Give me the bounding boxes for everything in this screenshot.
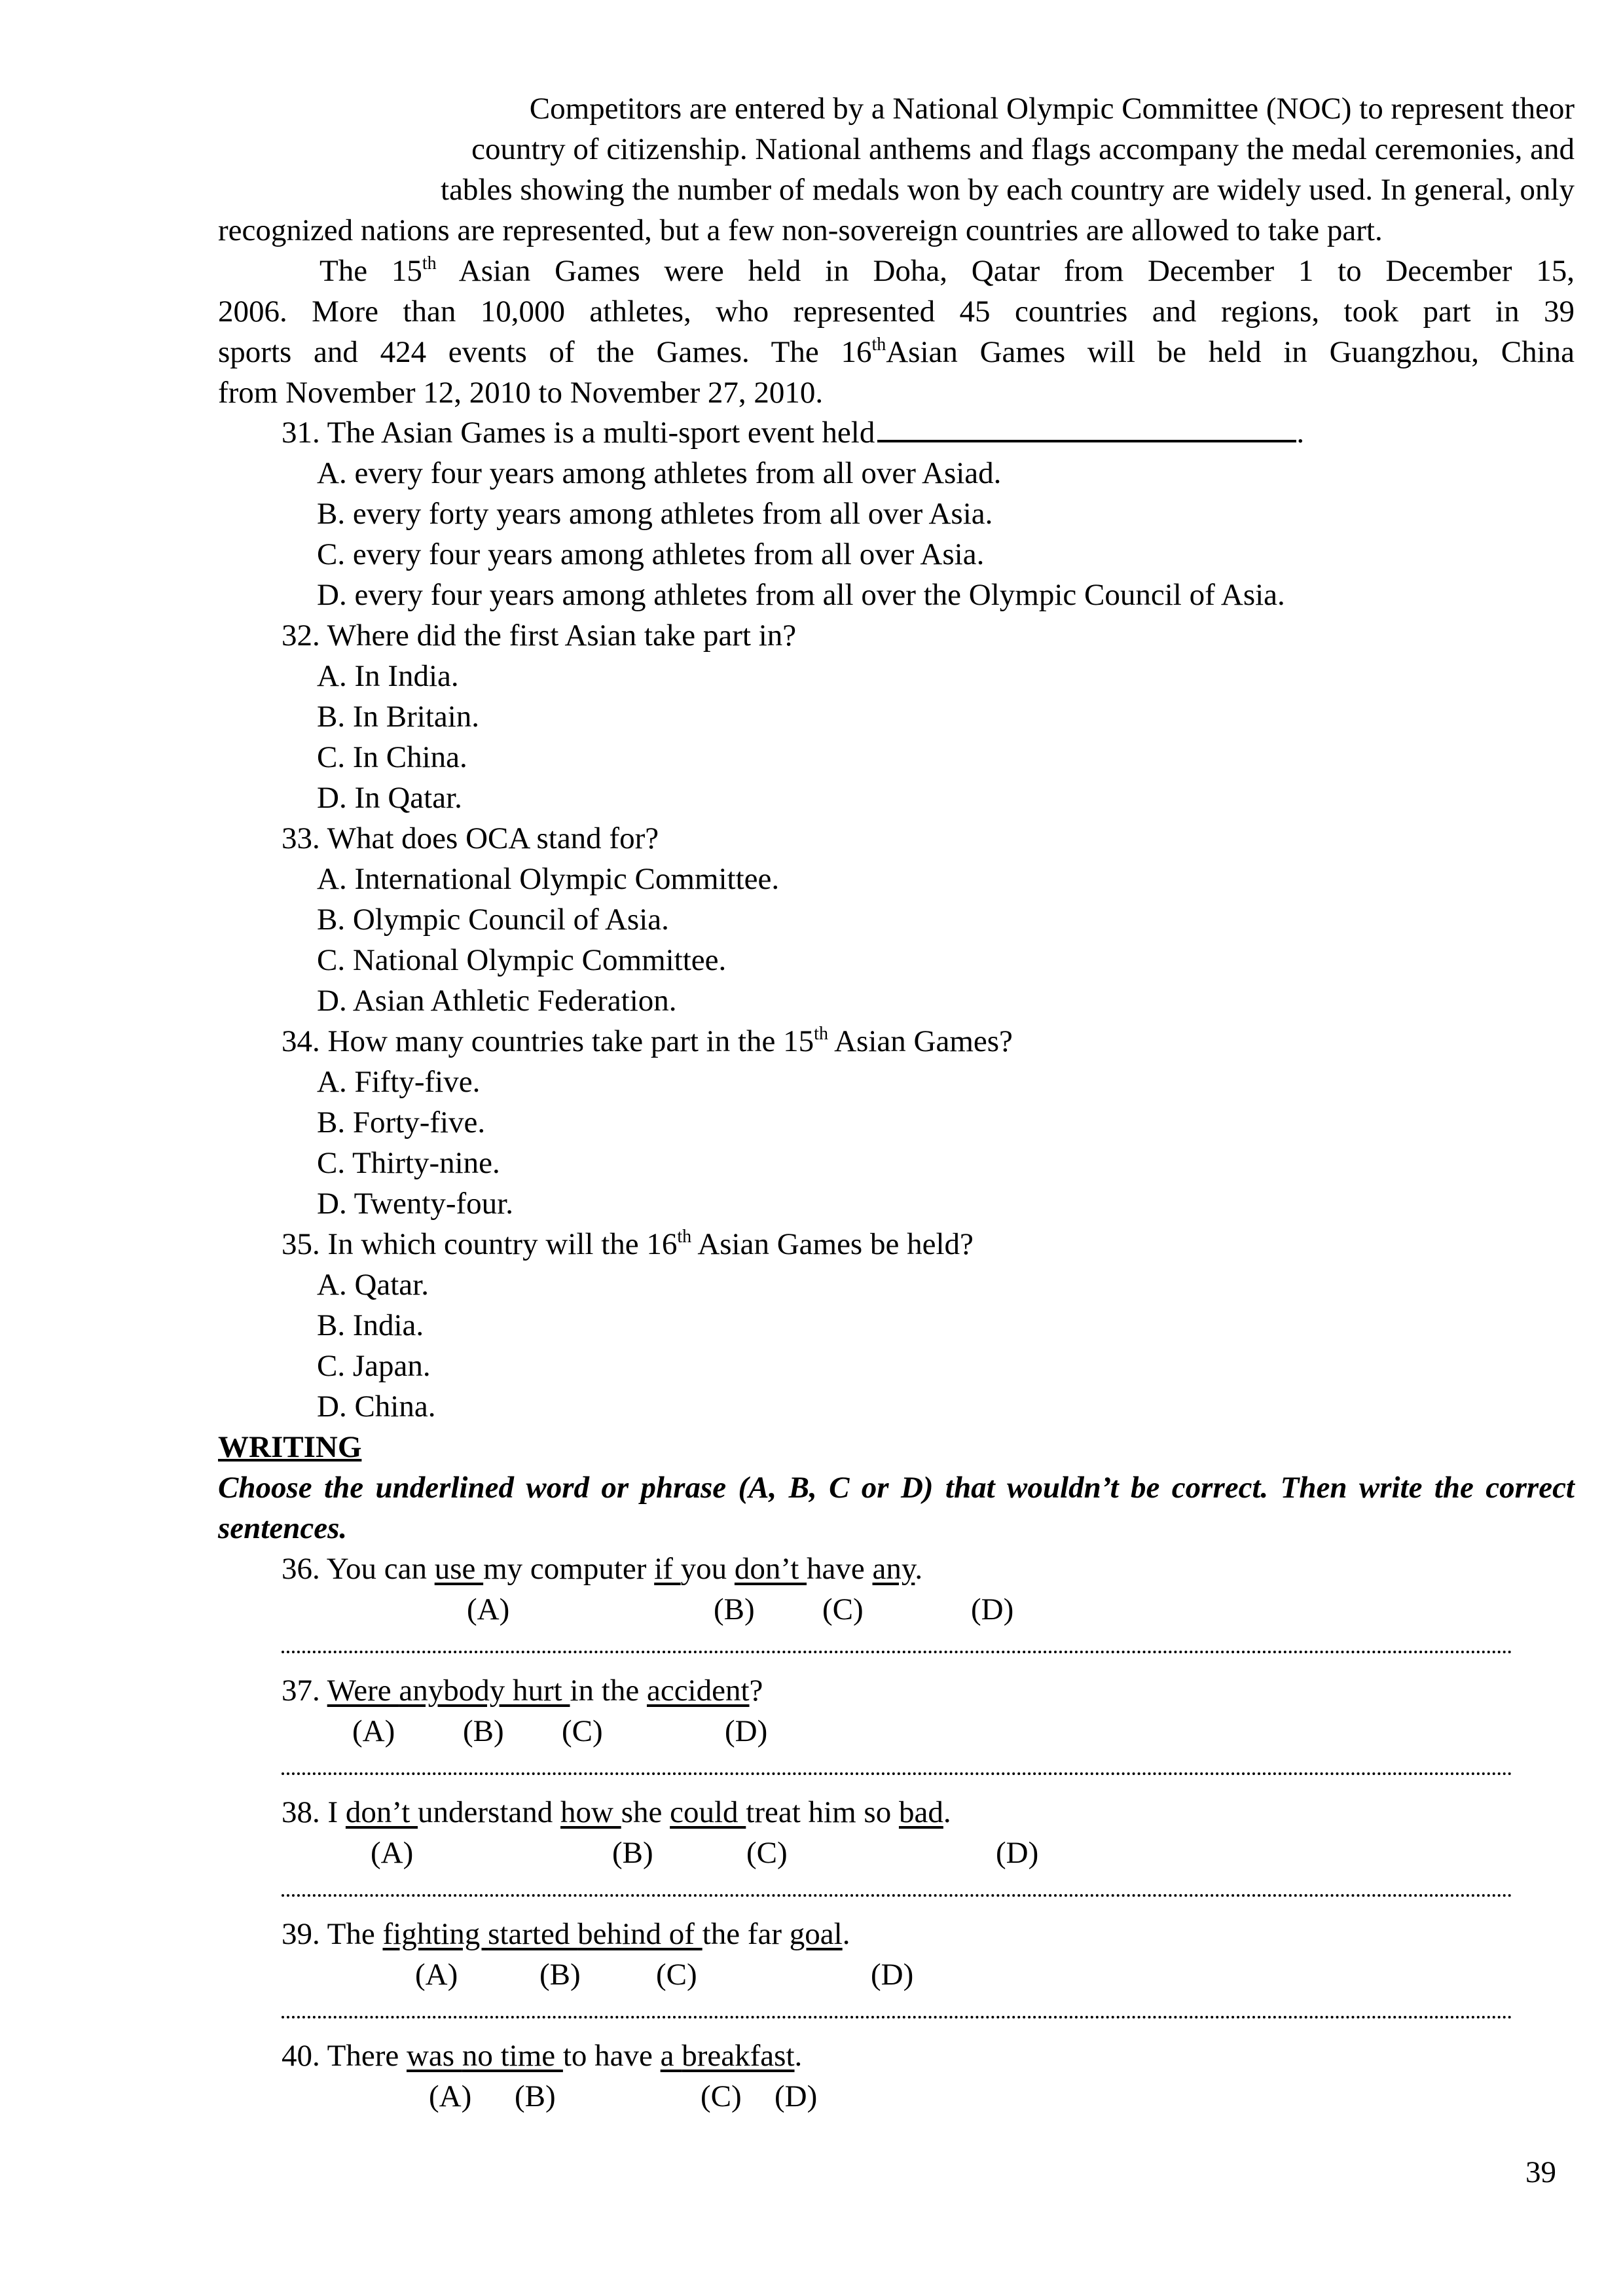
option-letter: (B)	[714, 1592, 755, 1626]
question-stem: 34. How many countries take part in the 15	[282, 1024, 814, 1058]
sentence-text: 36. You can	[282, 1552, 435, 1586]
option: B. Olympic Council of Asia.	[317, 903, 669, 937]
option: A. every four years among athletes from all over Asiad.	[317, 456, 1002, 490]
passage-text: sports and 424 events of the Games. The 16	[218, 335, 872, 369]
underlined-option[interactable]: a	[660, 2039, 682, 2073]
sentence-text: 37.	[282, 1674, 327, 1708]
answer-line[interactable]	[282, 1770, 1512, 1775]
option-letter: (D)	[775, 2079, 818, 2113]
option-letter: (A)	[467, 1592, 510, 1626]
underlined-option[interactable]: anybody	[399, 1674, 513, 1708]
option-letter: (A)	[371, 1836, 414, 1870]
passage-text: Asian Games will be held in Guangzhou, China	[886, 335, 1575, 369]
sentence-text: 39. The	[282, 1917, 383, 1951]
question-34	[282, 1021, 1013, 1062]
writing-item-37	[282, 1670, 763, 1711]
sentence-text: to have	[562, 2039, 661, 2073]
option-letter: (C)	[701, 2079, 742, 2113]
question-stem: Asian Games be held?	[691, 1227, 974, 1261]
passage-line: country of citizenship. National anthems and flags accompany the medal ceremonies, and	[471, 132, 1575, 166]
option: D. Asian Athletic Federation.	[317, 984, 677, 1018]
underlined-option[interactable]: breakfast	[682, 2039, 795, 2073]
option-letter: (C)	[656, 1958, 697, 1992]
answer-line[interactable]	[282, 1648, 1512, 1653]
option: A. Fifty-five.	[317, 1065, 481, 1099]
option: B. every forty years among athletes from all over Asia.	[317, 497, 993, 531]
sentence-text: you	[680, 1552, 735, 1586]
option-letter: (A)	[429, 2079, 472, 2113]
answer-line[interactable]	[282, 2013, 1512, 2018]
option: A. In India.	[317, 659, 459, 693]
underlined-option[interactable]: fighting	[382, 1917, 488, 1951]
sentence-text: .	[943, 1795, 951, 1829]
question-stem: 31. The Asian Games is a multi-sport event held	[282, 416, 875, 450]
reading-passage	[218, 88, 1575, 413]
option: D. every four years among athletes from all over the Olympic Council of Asia.	[317, 578, 1285, 612]
answer-line[interactable]	[282, 1892, 1512, 1897]
option: C. every four years among athletes from all over Asia.	[317, 537, 985, 571]
option: D. Twenty-four.	[317, 1187, 513, 1221]
passage-line: tables showing the number of medals won by each country are widely used. In general, only	[441, 173, 1575, 207]
underlined-option[interactable]: no time	[462, 2039, 563, 2073]
option: C. National Olympic Committee.	[317, 943, 727, 977]
sentence-text: .	[915, 1552, 923, 1586]
underlined-option[interactable]: goal	[789, 1917, 843, 1951]
option: C. Thirty-nine.	[317, 1146, 500, 1180]
passage-line: 2006. More than 10,000 athletes, who represented 45 countries and regions, took part in 39	[218, 295, 1575, 329]
writing-item-38	[282, 1792, 951, 1833]
question-stem: Asian Games?	[828, 1024, 1013, 1058]
option-letter: (D)	[971, 1592, 1014, 1626]
underlined-option[interactable]: any	[872, 1552, 915, 1586]
page-number: 39	[1525, 2155, 1556, 2189]
sentence-text: 40. There	[282, 2039, 407, 2073]
sentence-text: she	[621, 1795, 670, 1829]
option: D. In Qatar.	[317, 781, 462, 815]
sentence-text: my computer	[483, 1552, 655, 1586]
option-letter: (D)	[871, 1958, 914, 1992]
underlined-option[interactable]: use	[434, 1552, 484, 1586]
underlined-option[interactable]: if	[654, 1552, 681, 1586]
underlined-option[interactable]: bad	[898, 1795, 943, 1829]
underlined-option[interactable]: Were	[327, 1674, 399, 1708]
underlined-option[interactable]: could	[670, 1795, 746, 1829]
passage-line	[218, 332, 1575, 372]
option: C. In China.	[317, 740, 467, 774]
underlined-option[interactable]: accident	[646, 1674, 750, 1708]
passage-line	[218, 251, 1575, 291]
section-heading: WRITING	[218, 1430, 362, 1464]
question-31	[282, 412, 1304, 453]
writing-item-39	[282, 1914, 850, 1954]
sentence-text: 38. I	[282, 1795, 346, 1829]
sentence-text: the far	[702, 1917, 790, 1951]
option: D. China.	[317, 1390, 436, 1424]
sentence-text: have	[807, 1552, 873, 1586]
passage-text: Asian Games were held in Doha, Qatar from December 1 to December 15,	[436, 254, 1575, 288]
passage-line: recognized nations are represented, but a few non-sovereign countries are allowed to take part.	[218, 213, 1383, 247]
question-stem: 35. In which country will the 16	[282, 1227, 678, 1261]
superscript: th	[871, 334, 886, 355]
option: A. International Olympic Committee.	[317, 862, 780, 896]
question-stem-end: .	[1296, 416, 1305, 450]
writing-item-40	[282, 2036, 802, 2076]
option-letter: (B)	[463, 1714, 504, 1748]
writing-instruction: Choose the underlined word or phrase (A, B, C or D) that wouldn’t be correct. Then write the correct sentences.	[218, 1471, 1575, 1545]
underlined-option[interactable]: behind of	[577, 1917, 702, 1951]
sentence-text: .	[842, 1917, 850, 1951]
sentence-text: in the	[570, 1674, 647, 1708]
sentence-text: .	[794, 2039, 803, 2073]
superscript: th	[677, 1227, 692, 1247]
passage-line: Competitors are entered by a National Olympic Committee (NOC) to represent theor	[529, 92, 1575, 126]
superscript: th	[422, 253, 437, 274]
option-letter: (C)	[562, 1714, 603, 1748]
superscript: th	[814, 1024, 828, 1044]
question-33: 33. What does OCA stand for?	[282, 821, 659, 855]
option-letter: (B)	[515, 2079, 556, 2113]
option-letter: (D)	[725, 1714, 768, 1748]
writing-item-36	[282, 1549, 922, 1589]
passage-paragraph-2	[218, 251, 1575, 413]
option-letter: (B)	[612, 1836, 653, 1870]
underlined-option[interactable]: don’t	[734, 1552, 807, 1586]
sentence-text: ?	[749, 1674, 763, 1708]
passage-text: The 15	[319, 254, 422, 288]
answer-blank[interactable]	[877, 414, 1296, 442]
sentence-text: treat him so	[746, 1795, 899, 1829]
option: A. Qatar.	[317, 1268, 429, 1302]
passage-line: from November 12, 2010 to November 27, 2010.	[218, 376, 824, 410]
question-32: 32. Where did the first Asian take part in?	[282, 619, 797, 653]
underlined-option[interactable]: hurt	[513, 1674, 570, 1708]
underlined-option[interactable]: started	[488, 1917, 578, 1951]
option: B. India.	[317, 1308, 424, 1342]
underlined-option[interactable]: how	[560, 1795, 621, 1829]
option-letter: (A)	[415, 1958, 458, 1992]
sentence-text: understand	[418, 1795, 561, 1829]
option: C. Japan.	[317, 1349, 431, 1383]
option: B. Forty-five.	[317, 1105, 486, 1139]
option-letter: (A)	[352, 1714, 395, 1748]
passage-paragraph-1	[218, 88, 1575, 251]
option: B. In Britain.	[317, 700, 480, 734]
underlined-option[interactable]: don’t	[345, 1795, 418, 1829]
option-letter: (C)	[746, 1836, 788, 1870]
underlined-option[interactable]: was	[406, 2039, 462, 2073]
option-letter: (D)	[996, 1836, 1039, 1870]
option-letter: (B)	[539, 1958, 581, 1992]
option-letter: (C)	[822, 1592, 864, 1626]
question-35	[282, 1224, 974, 1265]
